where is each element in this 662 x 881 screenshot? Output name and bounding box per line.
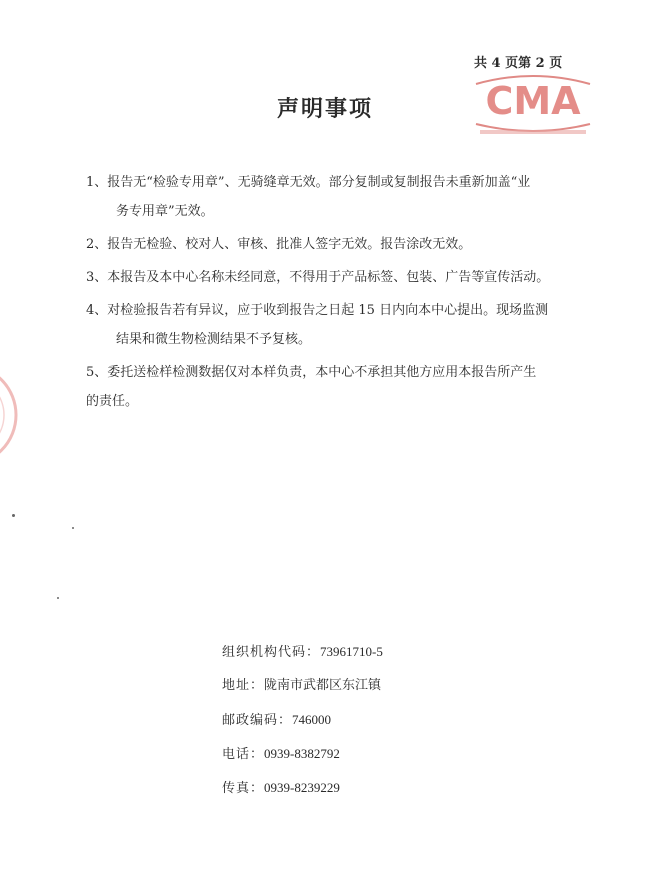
phone-row (222, 744, 522, 778)
org-code-value: 73961710-5 (320, 644, 383, 659)
notice-item (86, 358, 572, 416)
notice-line: 2、报告无检验、校对人、审核、批准人签字无效。报告涂改无效。 (86, 237, 472, 252)
address-value: 陇南市武都区东江镇 (264, 678, 382, 693)
notice-item (86, 230, 572, 259)
notice-item (86, 263, 572, 292)
scan-speck (72, 527, 74, 529)
contact-info (222, 642, 522, 812)
page-title: 声明事项 (276, 96, 373, 122)
address-label: 地址： (222, 678, 265, 693)
fax-label: 传真： (222, 781, 265, 796)
notice-line: 5、委托送检样检测数据仅对本样负责，本中心不承担其他方应用本报告所产生 (86, 365, 537, 380)
notice-item (86, 168, 572, 226)
org-code-label: 组织机构代码： (222, 645, 321, 660)
svg-text:CMA: CMA (485, 79, 581, 123)
fax-row (222, 778, 522, 812)
notice-line: 务专用章”无效。 (116, 204, 214, 219)
notice-line: 3、本报告及本中心名称未经同意，不得用于产品标签、包装、广告等宣传活动。 (86, 270, 550, 285)
notice-line: 1、报告无“检验专用章”、无骑缝章无效。部分复制或复制报告未重新加盖“业 (86, 175, 531, 190)
phone-value: 0939-8382792 (264, 746, 340, 761)
notice-line: 结果和微生物检测结果不予复核。 (116, 332, 312, 347)
address-row (222, 676, 522, 710)
notice-line: 的责任。 (86, 394, 139, 409)
postcode-label: 邮政编码： (222, 713, 293, 728)
scan-speck (12, 514, 15, 517)
phone-label: 电话： (222, 747, 265, 762)
notice-item (86, 296, 572, 354)
notice-list (86, 168, 572, 420)
org-code-row (222, 642, 522, 676)
fax-value: 0939-8239229 (264, 780, 340, 795)
postcode-row (222, 710, 522, 744)
page-counter: 共 4 页第 2 页 (474, 56, 563, 71)
notice-line: 4、对检验报告若有异议，应于收到报告之日起 15 日内向本中心提出。现场监测 (86, 303, 549, 318)
postcode-value: 746000 (292, 712, 332, 727)
scan-speck (57, 597, 59, 599)
red-seal-fragment-icon (0, 360, 22, 470)
